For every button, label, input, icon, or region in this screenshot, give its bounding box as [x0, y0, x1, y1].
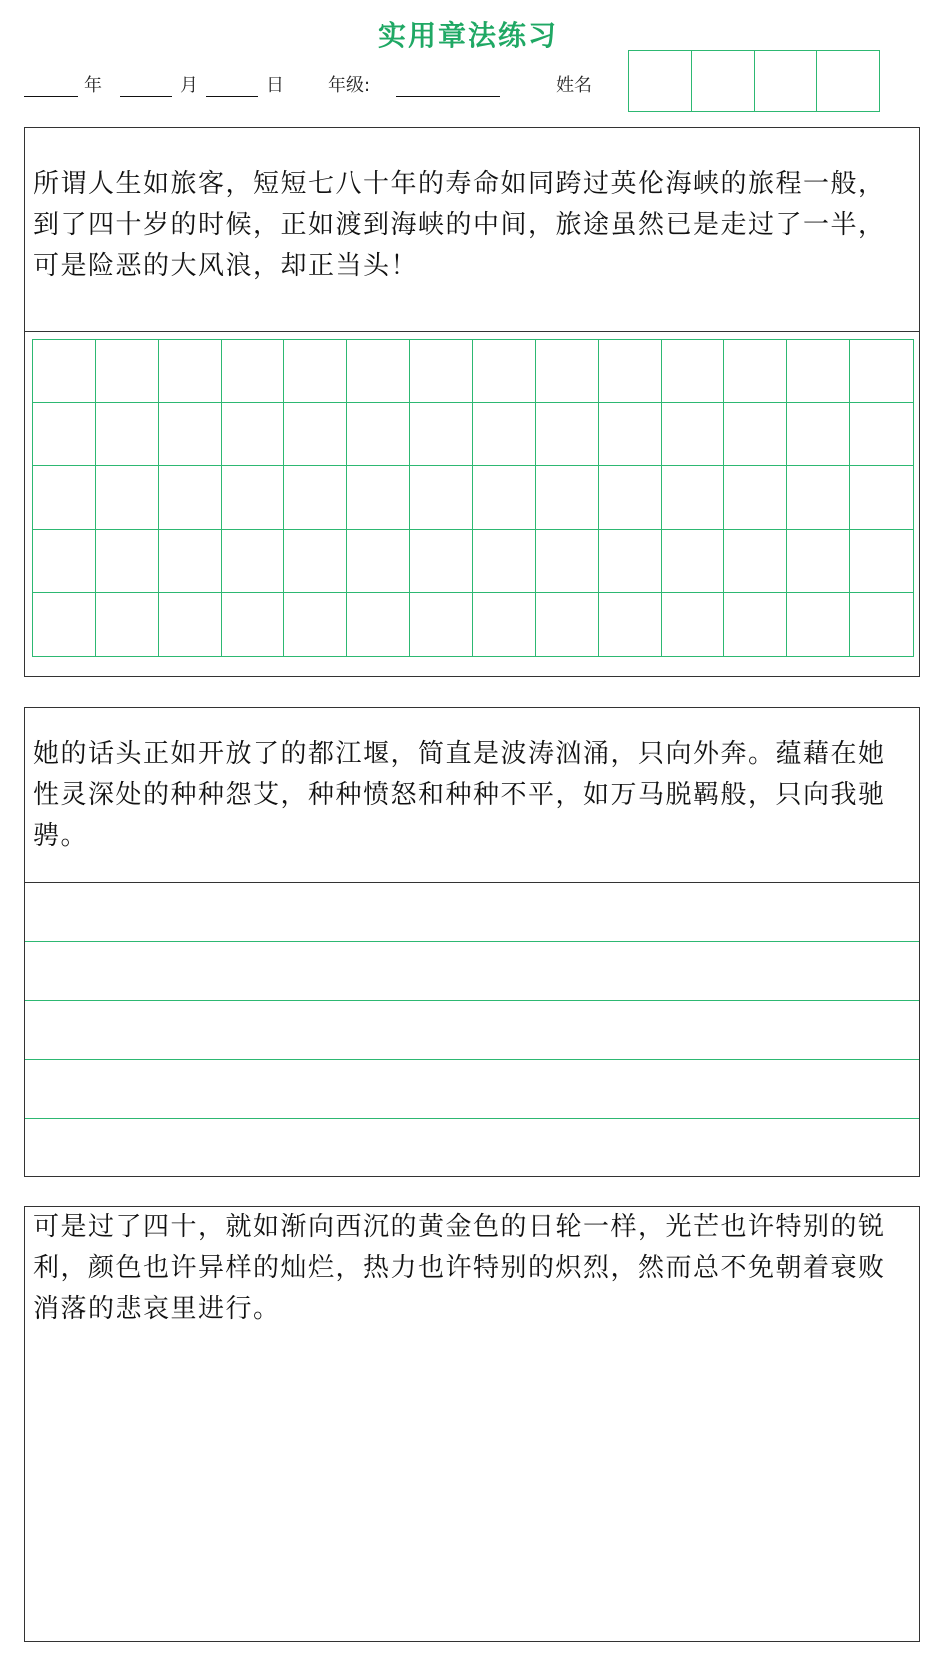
ruled-line	[25, 1000, 919, 1001]
grid-cell[interactable]	[159, 593, 222, 656]
grid-cell[interactable]	[850, 466, 913, 529]
grid-cell[interactable]	[850, 340, 913, 403]
character-grid[interactable]	[32, 339, 914, 657]
grid-cell[interactable]	[33, 340, 96, 403]
month-blank[interactable]	[120, 96, 172, 97]
grid-cell[interactable]	[96, 530, 159, 593]
grid-cell[interactable]	[284, 340, 347, 403]
grid-cell[interactable]	[850, 530, 913, 593]
ruled-lines[interactable]	[25, 882, 919, 1176]
grid-cell[interactable]	[724, 593, 787, 656]
grid-cell[interactable]	[284, 593, 347, 656]
grid-cell[interactable]	[347, 466, 410, 529]
grid-cell[interactable]	[536, 340, 599, 403]
grid-cell[interactable]	[222, 530, 285, 593]
grid-cell[interactable]	[473, 530, 536, 593]
grid-cell[interactable]	[96, 593, 159, 656]
grid-cell[interactable]	[284, 466, 347, 529]
grid-cell[interactable]	[222, 403, 285, 466]
page-title: 实用章法练习	[377, 19, 558, 52]
grid-cell[interactable]	[473, 403, 536, 466]
name-box[interactable]	[692, 51, 755, 111]
grid-cell[interactable]	[599, 403, 662, 466]
grid-cell[interactable]	[33, 466, 96, 529]
section-1-practice-area	[25, 331, 919, 676]
grid-cell[interactable]	[159, 530, 222, 593]
grade-blank[interactable]	[396, 96, 500, 97]
name-label: 姓名	[556, 75, 592, 96]
name-box[interactable]	[817, 51, 879, 111]
grid-cell[interactable]	[33, 530, 96, 593]
grid-cell[interactable]	[159, 466, 222, 529]
grid-cell[interactable]	[410, 403, 473, 466]
grid-cell[interactable]	[473, 340, 536, 403]
section-3-passage: 可是过了四十，就如渐向西沉的黄金色的日轮一样，光芒也许特别的锐利，颜色也许异样的灿烂，热力也许特别的炽烈，然而总不免朝着衰败消落的悲哀里进行。	[33, 1212, 886, 1324]
grid-cell[interactable]	[599, 530, 662, 593]
section-2-passage: 她的话头正如开放了的都江堰，简直是波涛汹涌，只向外奔。蕴藉在她性灵深处的种种怨艾，种种愤怒和种种不平，如万马脱羁般，只向我驰骋。	[33, 739, 886, 851]
grid-cell[interactable]	[473, 593, 536, 656]
grid-cell[interactable]	[222, 466, 285, 529]
grid-cell[interactable]	[536, 593, 599, 656]
grid-cell[interactable]	[599, 466, 662, 529]
grid-cell[interactable]	[33, 593, 96, 656]
name-box[interactable]	[755, 51, 818, 111]
grid-cell[interactable]	[410, 466, 473, 529]
grid-cell[interactable]	[410, 530, 473, 593]
blank-writing-area[interactable]	[25, 1347, 919, 1641]
grid-cell[interactable]	[536, 466, 599, 529]
name-boxes[interactable]	[628, 50, 880, 112]
grid-cell[interactable]	[787, 530, 850, 593]
grid-cell[interactable]	[724, 466, 787, 529]
grid-cell[interactable]	[724, 403, 787, 466]
section-1	[24, 127, 920, 677]
grid-cell[interactable]	[850, 593, 913, 656]
grade-label: 年级:	[328, 75, 371, 96]
grid-cell[interactable]	[662, 466, 725, 529]
grid-cell[interactable]	[662, 530, 725, 593]
grid-cell[interactable]	[410, 593, 473, 656]
grid-cell[interactable]	[662, 403, 725, 466]
ruled-line	[25, 941, 919, 942]
day-label: 日	[266, 75, 284, 96]
grid-cell[interactable]	[787, 340, 850, 403]
section-3	[24, 1206, 920, 1642]
grid-cell[interactable]	[473, 466, 536, 529]
grid-cell[interactable]	[33, 403, 96, 466]
grid-cell[interactable]	[284, 403, 347, 466]
grid-cell[interactable]	[850, 403, 913, 466]
grid-cell[interactable]	[222, 340, 285, 403]
grid-cell[interactable]	[662, 340, 725, 403]
grid-cell[interactable]	[724, 340, 787, 403]
grid-cell[interactable]	[347, 340, 410, 403]
grid-cell[interactable]	[599, 340, 662, 403]
grid-cell[interactable]	[787, 403, 850, 466]
grid-cell[interactable]	[662, 593, 725, 656]
ruled-line	[25, 1118, 919, 1119]
section-2	[24, 707, 920, 1177]
grid-cell[interactable]	[96, 340, 159, 403]
grid-cell[interactable]	[724, 530, 787, 593]
grid-cell[interactable]	[347, 530, 410, 593]
grid-cell[interactable]	[222, 593, 285, 656]
year-blank[interactable]	[24, 96, 78, 97]
grid-cell[interactable]	[599, 593, 662, 656]
grid-cell[interactable]	[347, 403, 410, 466]
section-1-passage: 所谓人生如旅客，短短七八十年的寿命如同跨过英伦海峡的旅程一般，到了四十岁的时候，正如渡到海峡的中间，旅途虽然已是走过了一半，可是险恶的大风浪，却正当头！	[33, 169, 886, 281]
ruled-line	[25, 1059, 919, 1060]
grid-cell[interactable]	[410, 340, 473, 403]
day-blank[interactable]	[206, 96, 258, 97]
grid-cell[interactable]	[787, 593, 850, 656]
grid-cell[interactable]	[787, 466, 850, 529]
grid-cell[interactable]	[159, 403, 222, 466]
grid-cell[interactable]	[536, 530, 599, 593]
year-label: 年	[84, 75, 102, 96]
name-box[interactable]	[629, 51, 692, 111]
grid-cell[interactable]	[347, 593, 410, 656]
grid-cell[interactable]	[284, 530, 347, 593]
grid-cell[interactable]	[159, 340, 222, 403]
grid-cell[interactable]	[96, 466, 159, 529]
grid-cell[interactable]	[536, 403, 599, 466]
month-label: 月	[180, 75, 198, 96]
grid-cell[interactable]	[96, 403, 159, 466]
